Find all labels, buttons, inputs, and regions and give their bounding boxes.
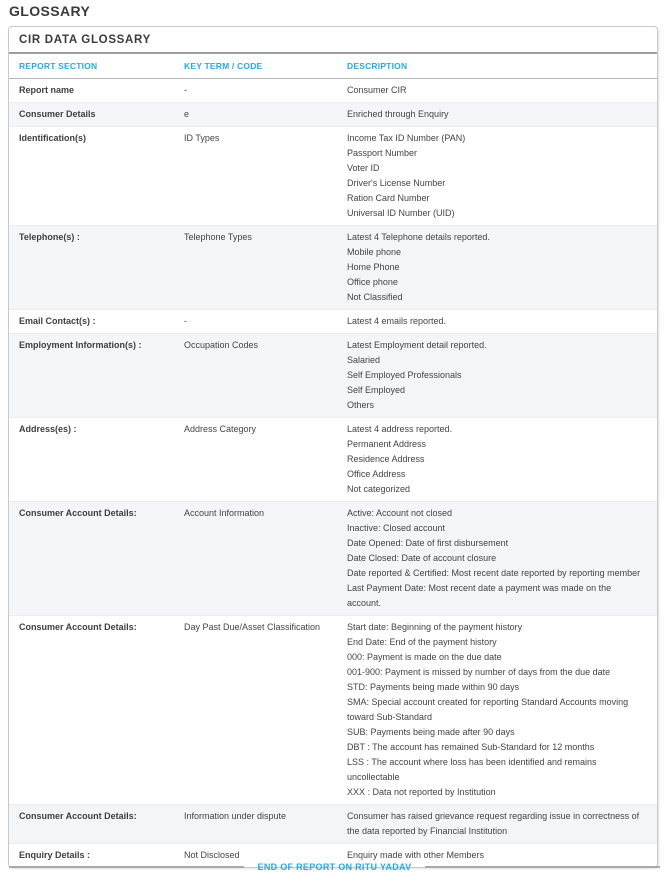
description-line: Latest 4 emails reported. [347,316,447,326]
description-line: LSS : The account where loss has been identified and remains uncollectable [347,757,597,782]
description-line: Latest 4 address reported. [347,424,453,434]
end-of-report-right-rule [425,866,660,868]
description-line: 001-900: Payment is missed by number of days from the due date [347,667,611,677]
key-term-cell: Information under dispute [184,811,287,821]
description-line: Date reported & Certified: Most recent date reported by reporting member [347,568,641,578]
description-line: Others [347,400,375,410]
key-term-cell: - [184,85,187,95]
table-row [9,309,657,333]
panel-title: CIR DATA GLOSSARY [9,27,657,54]
description-line: Enriched through Enquiry [347,109,449,119]
key-term-cell: Account Information [184,508,265,518]
description-line: Inactive: Closed account [347,523,446,533]
description-line: Self Employed [347,385,406,395]
key-term-cell: Occupation Codes [184,340,259,350]
key-term-cell: e [184,109,190,119]
description-cell [347,338,647,413]
description-line: 000: Payment is made on the due date [347,652,502,662]
description-line: Start date: Beginning of the payment history [347,622,523,632]
report-section-cell: Consumer Account Details: [19,811,137,821]
description-line: End Date: End of the payment history [347,637,497,647]
description-cell [347,230,647,305]
description-line: Latest Employment detail reported. [347,340,487,350]
description-line: DBT : The account has remained Sub-Standard for 12 months [347,742,595,752]
description-line: Not categorized [347,484,411,494]
description-line: Home Phone [347,262,400,272]
table-row [9,225,657,309]
description-cell [347,131,647,221]
report-section-cell: Consumer Account Details: [19,508,137,518]
description-line: XXX : Data not reported by Institution [347,787,496,797]
description-line: SUB: Payments being made after 90 days [347,727,515,737]
description-line: Date Opened: Date of first disbursement [347,538,509,548]
report-section-cell: Enquiry Details : [19,850,91,860]
description-line: Salaried [347,355,381,365]
description-line: Active: Account not closed [347,508,453,518]
table-row [9,102,657,126]
key-term-cell: - [184,316,187,326]
description-line: Date Closed: Date of account closure [347,553,497,563]
table-row [9,333,657,417]
description-line: Income Tax ID Number (PAN) [347,133,466,143]
description-line: Universal ID Number (UID) [347,208,455,218]
report-section-cell: Report name [19,85,75,95]
description-cell [347,422,647,497]
end-of-report-left-rule [9,866,244,868]
description-line: Office Address [347,469,406,479]
description-line: Ration Card Number [347,193,430,203]
report-section-cell: Telephone(s) : [19,232,80,242]
report-section-cell: Identification(s) [19,133,86,143]
report-section-cell: Address(es) : [19,424,77,434]
report-section-cell: Consumer Account Details: [19,622,137,632]
description-line: SMA: Special account created for reporting Standard Accounts moving toward Sub-Standard [347,697,629,722]
table-row [9,79,657,102]
report-section-cell: Email Contact(s) : [19,316,96,326]
description-line: Enquiry made with other Members [347,850,485,860]
description-line: Office phone [347,277,398,287]
key-term-cell: Day Past Due/Asset Classification [184,622,321,632]
table-row [9,804,657,843]
description-line: Driver's License Number [347,178,446,188]
cir-data-glossary-panel [8,26,658,868]
description-cell [347,83,647,98]
description-line: Residence Address [347,454,425,464]
description-line: Last Payment Date: Most recent date a payment was made on the account. [347,583,612,608]
description-line: Latest 4 Telephone details reported. [347,232,490,242]
key-term-cell: Address Category [184,424,257,434]
table-row [9,417,657,501]
description-line: Mobile phone [347,247,402,257]
report-section-cell: Employment Information(s) : [19,340,142,350]
table-row [9,615,657,804]
table-header-row [9,54,657,79]
key-term-cell: Telephone Types [184,232,252,242]
description-line: Consumer CIR [347,85,407,95]
column-header-description: DESCRIPTION [347,61,408,71]
description-line: Passport Number [347,148,418,158]
description-line: Voter ID [347,163,380,173]
report-section-cell: Consumer Details [19,109,96,119]
description-line: Not Classified [347,292,403,302]
description-cell [347,314,647,329]
table-body [9,79,657,867]
description-line: Permanent Address [347,439,427,449]
description-cell [347,107,647,122]
description-cell [347,848,647,863]
table-row [9,501,657,615]
description-line: Consumer has raised grievance request regarding issue in correctness of the data reported by Financial Institution [347,811,640,836]
key-term-cell: ID Types [184,133,220,143]
description-cell [347,620,647,800]
column-header-report-section: REPORT SECTION [19,61,98,71]
description-line: STD: Payments being made within 90 days [347,682,520,692]
column-header-key-term: KEY TERM / CODE [184,61,263,71]
description-line: Self Employed Professionals [347,370,462,380]
key-term-cell: Not Disclosed [184,850,240,860]
end-of-report-text: END OF REPORT ON RITU YADAV [257,862,412,872]
description-cell [347,809,647,839]
page-title: GLOSSARY [9,3,91,19]
end-of-report-band [9,862,660,872]
table-row [9,126,657,225]
description-cell [347,506,647,611]
